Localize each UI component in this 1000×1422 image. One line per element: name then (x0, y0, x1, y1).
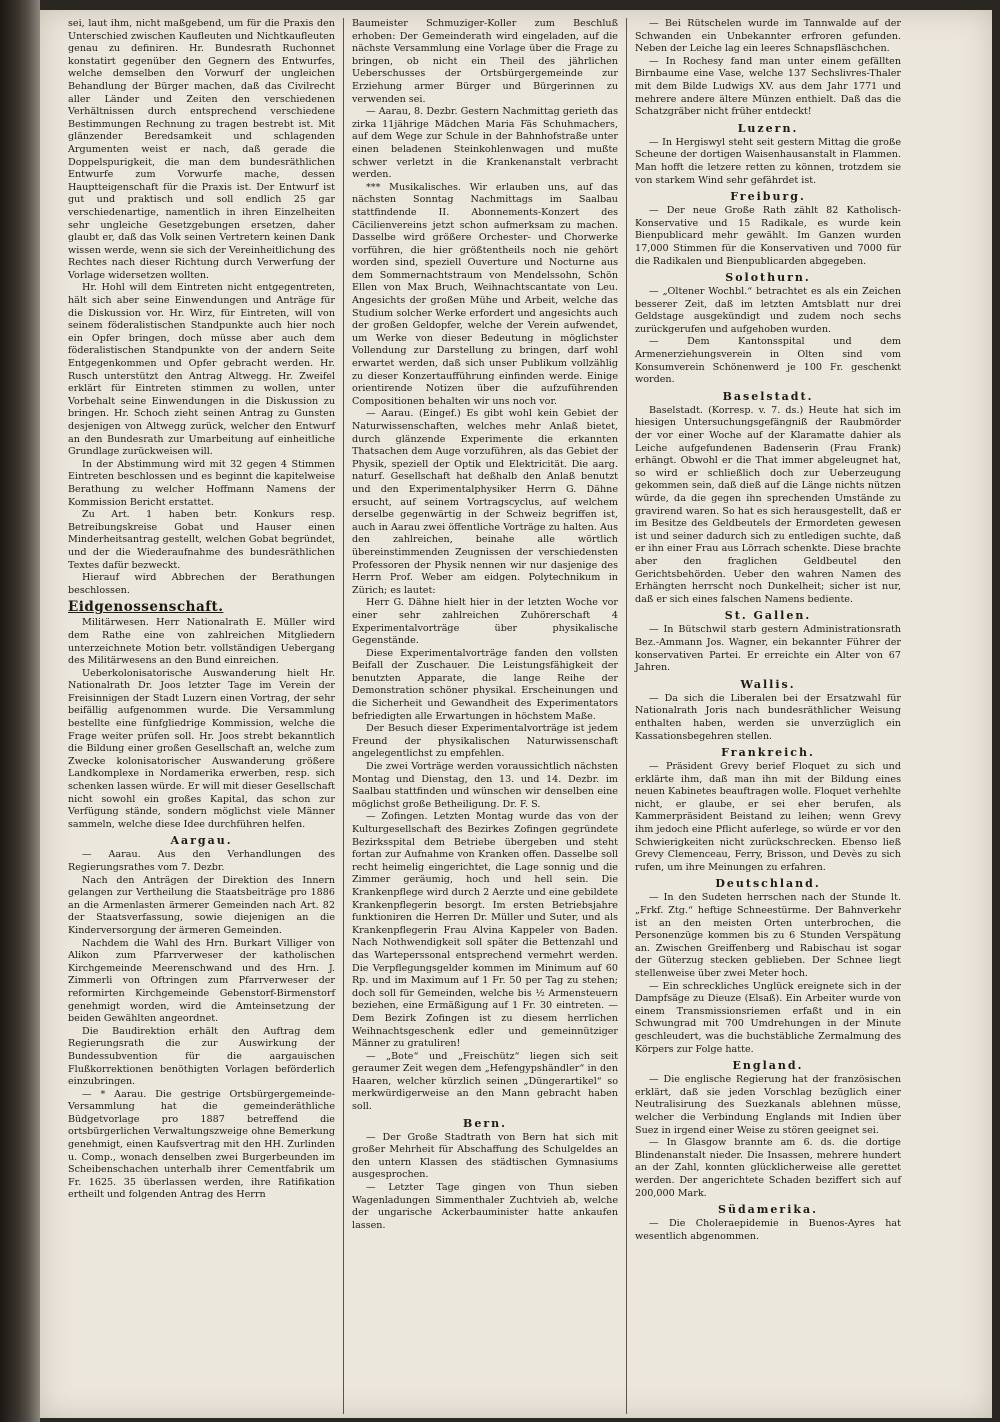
article-paragraph: — Der neue Große Rath zählt 82 Katholisch-Konservative und 15 Radikale, es wurde kein Bienpublicard mehr gewählt. Im Ganzen wurden 17,000 Stimmen für die Konservativen und 7000 für die Radikalen und Bienpublicarden abgegeben. (635, 205, 901, 267)
article-paragraph: — In Bütschwil starb gestern Administrationsrath Bez.-Ammann Jos. Wagner, ein bekannter Führer der konservativen Partei. Er erreichte ein Alter von 67 Jahren. (635, 624, 901, 674)
text-columns (60, 18, 980, 1414)
article-paragraph: Die zwei Vorträge werden voraussichtlich nächsten Montag und Dienstag, den 13. und 14. Dezbr. im Saalbau stattfinden und wünschen wir denselben eine möglichst große Betheiligung. Dr. F. S. (352, 761, 618, 810)
region-heading: Aargau. (170, 834, 233, 848)
article-paragraph: Zu Art. 1 haben betr. Konkurs resp. Betreibungskreise Gobat und Hauser einen Minderheitsantrag gestellt, welchen Gobat begründet, und der die Wiederaufnahme des bundesräthlichen Textes dafür bezweckt. (68, 509, 335, 571)
book-spine (0, 0, 40, 1422)
region-heading: Frankreich. (721, 746, 815, 760)
article-paragraph: — Da sich die Liberalen bei der Ersatzwahl für Nationalrath Joris nach bundesräthlicher Weisung enthalten haben, werden sie unverzüglich ein Kassationsbegehren stellen. (635, 692, 901, 742)
article-paragraph: Nachdem die Wahl des Hrn. Burkart Villiger von Alikon zum Pfarrverweser der katholischen Kirchgemeinde Meerenschwand und des Hrn. J. Zimmerli von Oftringen zum Pfarrverweser der reformirten Kirchgemeinde Gebenstorf-Birmenstorf genehmigt worden, wird die Amteinsetzung der beiden Gewählten angeordnet. (68, 937, 335, 1025)
article-paragraph: — In Rochesy fand man unter einem gefällten Birnbaume eine Vase, welche 137 Sechslivres-Thaler mit dem Bilde Ludwigs XV. aus dem Jahr 1771 und mehrere andere ältere Münzen enthielt. Daß das die Schatzgräber nicht früher entdeckt! (635, 55, 901, 118)
region-heading: Südamerika. (718, 1203, 818, 1217)
region-heading: Bern. (463, 1116, 507, 1130)
article-paragraph: — „Oltener Wochbl.“ betrachtet es als ein Zeichen besserer Zeit, daß im letzten Amtsblatt nur drei Geldstage ausgekündigt und zudem noch sechs zurückgerufen und aufgehoben wurden. (635, 286, 901, 335)
article-paragraph: — Präsident Grevy berief Floquet zu sich und erklärte ihm, daß man ihn mit der Bildung eines neuen Kabinetes beauftragen wolle. Floquet verhehlte nicht, er glaube, er sei eher berufen, als Kammerpräsident Beistand zu leihen; wenn Grevy ihm jedoch eine Pflicht auferlege, so würde er vor den Schwierigkeiten nicht zurückschrecken. Ebenso ließ Grevy Clemenceau, Ferry, Brisson, und Devès zu sich rufen, um ihre Meinungen zu erfahren. (635, 761, 901, 873)
article-paragraph: — In den Sudeten herrschen nach der Stunde lt. „Frkf. Ztg.“ heftige Schneestürme. Der Bahnverkehr ist an den meisten Orten unterbrochen, die Personenzüge kommen bis zu 6 Stunden Verspätung an. Zwischen Greiffenberg und Rabischau ist sogar der Güterzug stecken geblieben. Der Schnee liegt stellenweise über zwei Meter hoch. (635, 892, 901, 979)
article-paragraph: Nach den Anträgen der Direktion des Innern gelangen zur Vertheilung die Staatsbeiträge pro 1886 an die Armenlasten ärmerer Gemeinden nach Art. 82 der Staatsverfassung, sowie diejenigen an die Kinderversorgung der ärmeren Gemeinden. (68, 874, 335, 936)
article-paragraph: Baumeister Schmuziger-Koller zum Beschluß erhoben: Der Gemeinderath wird eingeladen, auf die nächste Versammlung eine Vorlage über die Frage zu bringen, ob nicht ein Theil des jährlichen Ueberschusses der Ortsbürgergemeinde zur Erziehung armer Bürger und Bürgerinnen zu verwenden sei. (352, 18, 618, 105)
article-paragraph: — Dem Kantonsspital und dem Armenerziehungsverein in Olten sind vom Konsumverein Schönenwerd je 100 Fr. geschenkt worden. (635, 336, 901, 386)
column-middle (343, 18, 626, 1414)
article-paragraph: Baselstadt. (Korresp. v. 7. ds.) Heute hat sich im hiesigen Untersuchungsgefängniß der Raubmörder der vor einer Woche auf der Klaramatte dahier als Leiche aufgefundenen Badenserin (Frau Frank) erhängt. Obwohl er die That immer abgeleugnet hat, so wird er schließlich doch zur Ueberzeugung gekommen sein, daß dieß auf die Länge nichts nützen würde, da die gegen ihn sprechenden Umstände zu gravirend waren. So hat es sich herausgestellt, daß er im Besitze des Geldbeutels der Ermordeten gewesen ist und seiner dadurch sich zu entledigen suchte, daß er ihn einer Frau aus Lörrach schenkte. Diese brachte aber den fraglichen Geldbeutel den Gerichtsbehörden. Ueber den wahren Namen des Erhängten herrscht noch Dunkelheit; sicher ist nur, daß er sich eines falschen Namens bediente. (635, 404, 901, 605)
article-paragraph: Diese Experimentalvorträge fanden den vollsten Beifall der Zuschauer. Die Leistungsfähigkeit der benutzten Apparate, die lange Reihe der Demonstration schöner physikal. Erscheinungen und die Sicherheit und Gewandheit des Experimentators befriedigten alle Erwartungen in höchstem Maße. (352, 647, 618, 722)
article-paragraph: — * Aarau. Die gestrige Ortsbürgergemeinde-Versammlung hat die gemeinderäthliche Büdgetvorlage pro 1887 betreffend die ortsbürgerlichen Verwaltungszweige ohne Bemerkung genehmigt, einen Kaufsvertrag mit den HH. Zurlinden u. Comp., wonach denselben zwei Burgerbeunden im Scheibenschachen unterhalb ihrer Cementfabrik um Fr. 1625. 35 überlassen werden, ihre Ratifikation ertheilt und folgenden Antrag des Herrn (68, 1088, 335, 1201)
article-paragraph: — „Bote“ und „Freischütz“ liegen sich seit geraumer Zeit wegen dem „Hefengypshändler“ in den Haaren, welcher kürzlich seinen „Düngerartikel“ so merkwürdigerweise an den Mann gebracht haben soll. (352, 1050, 618, 1113)
article-paragraph: — In Hergiswyl steht seit gestern Mittag die große Scheune der dortigen Waisenhausanstalt in Flammen. Man hofft die letzere retten zu können, trotzdem sie von starkem Wind sehr gefährdet ist. (635, 136, 901, 186)
article-paragraph: Herr G. Dähne hielt hier in der letzten Woche vor einer sehr zahlreichen Zuhörerschaft 4 Experimentalvorträge über physikalische Gegenstände. (352, 597, 618, 647)
article-paragraph: Hr. Hohl will dem Eintreten nicht entgegentreten, hält sich aber seine Einwendungen und Anträge für die Diskussion vor. Hr. Wirz, für Eintreten, will von seinem föderalistischen Standpunkte auch hier noch ein Opfer bringen, doch müsse aber auch dem föderalistischen Standpunkte von der andern Seite Entgegenkommen und Opfer gebracht werden. Hr. Rusch unterstützt den Antrag Altwegg. Hr. Zweifel erklärt für Eintreten stimmen zu wollen, unter Vorbehalt seine Einwendungen in die Diskussion zu bringen. Hr. Schoch zieht seinen Antrag zu Gunsten desjenigen von Altwegg zurück, welcher den Entwurf an den Bundesrath zur Umarbeitung auf einheitliche Grundlage zurückweisen will. (68, 282, 335, 458)
article-paragraph: — Aarau, 8. Dezbr. Gestern Nachmittag gerieth das zirka 11jährige Mädchen Maria Fäs Schuhmachers, auf dem Wege zur Schule in der Bahnhofstraße unter einen beladenen Steinkohlenwagen und mußte schwer verletzt in die Krankenanstalt verbracht werden. (352, 106, 618, 181)
article-paragraph: — Bei Rütschelen wurde im Tannwalde auf der Schwanden ein Unbekannter erfroren gefunden. Neben der Leiche lag ein leeres Schnapsfläschchen. (635, 18, 901, 55)
article-paragraph: *** Musikalisches. Wir erlauben uns, auf das nächsten Sonntag Nachmittags im Saalbau stattfindende II. Abonnements-Konzert des Cäcilienvereins jetzt schon aufmerksam zu machen. Dasselbe wird größere Orchester- und Chorwerke vorführen, die hier größtentheils noch nie gehört worden sind, speziell Ouverture und Nocturne aus dem Sommernachtstraum von Mendelssohn, Schön Ellen von Max Bruch, Weihnachtscantate von Leu. Angesichts der großen Mühe und Arbeit, welche das Studium solcher Werke erfordert und angesichts auch der großen Geldopfer, welche der Verein aufwendet, um Werke von dieser Bedeutung in möglichster Vollendung zur Darstellung zu bringen, darf wohl erwartet werden, daß sich unser Publikum vollzählig zu dieser Konzertaufführung einfinden werde. Einige orientirende Notizen über die aufzuführenden Compositionen behalten wir uns noch vor. (352, 181, 618, 407)
article-paragraph: Militärwesen. Herr Nationalrath E. Müller wird dem Rathe eine von zahlreichen Mitgliedern unterzeichnete Motion betr. vollständigen Uebergang des Militärwesens an den Bund einreichen. (68, 617, 335, 667)
region-heading: Wallis. (740, 677, 796, 691)
article-paragraph: — Aarau. (Eingef.) Es gibt wohl kein Gebiet der Naturwissenschaften, welches mehr Anlaß bietet, durch glänzende Experimente die erkannten Thatsachen dem Auge vorzuführen, als das Gebiet der Physik, speziell der Optik und Elektricität. Die aarg. naturf. Gesellschaft hat deßhalb den Anlaß benutzt und den Experimentalphysiker Herrn G. Dähne ersucht, auf seinem Vortragscyclus, auf welchem derselbe gegenwärtig in der Schweiz begriffen ist, auch in Aarau zwei öffentliche Vorträge zu halten. Aus den zahlreichen, beinahe alle wörtlich übereinstimmenden Zeugnissen der verschiedensten Professoren der Physik nennen wir nur dasjenige des Herrn Prof. Weber am eidgen. Polytechnikum in Zürich; es lautet: (352, 408, 618, 596)
article-paragraph: — Aarau. Aus den Verhandlungen des Regierungsrathes vom 7. Dezbr. (68, 849, 335, 873)
region-heading: England. (732, 1059, 804, 1073)
article-paragraph: — Die Choleraepidemie in Buenos-Ayres hat wesentlich abgenommen. (635, 1218, 901, 1242)
article-paragraph: — Ein schreckliches Unglück ereignete sich in der Dampfsäge zu Dieuze (Elsaß). Ein Arbeiter wurde von einem Transmissionsriemen erfaßt und in ein Schwungrad mit 700 Umdrehungen in der Minute geschleudert, was die buchstäbliche Zermalmung des Körpers zur Folge hatte. (635, 980, 901, 1055)
column-left (60, 18, 343, 1414)
article-paragraph: Hierauf wird Abbrechen der Berathungen beschlossen. (68, 572, 335, 596)
region-heading: Luzern. (737, 121, 799, 135)
region-heading: Deutschland. (715, 877, 821, 891)
article-paragraph: sei, laut ihm, nicht maßgebend, um für die Praxis den Unterschied zwischen Kaufleuten und Nichtkaufleuten genau zu definiren. Hr. Bundesrath Ruchonnet konstatirt gegenüber den Gegnern des Entwurfes, welche demselben den Vorwurf der ungleichen Behandlung der Bürger machen, daß das Civilrecht aller Länder und Zeiten den verschiedenen Verhältnissen durch entsprechend verschiedene Bestimmungen Rechnung zu tragen bestrebt ist. Mit glänzender Beredsamkeit und schlagenden Argumenten weist er nach, daß gerade die Doppelspurigkeit, die man dem bundesräthlichen Entwurfe zum Vorwurfe mache, dessen Hauptteigenschaft für die Praxis ist. Der Entwurf ist gut und praktisch und soll endlich 25 gar verschiedenartige, namentlich in ihren Einzelheiten sehr ungleiche Gesetzgebungen ersetzen, daher glaubt er, daß das Volk seinen Vertretern keinen Dank wissen werde, wenn sie sich der Vereinheitlichung des Rechtes nach dieser Richtung durch Verwerfung der Vorlage widersetzen wollten. (68, 18, 335, 281)
region-heading: Freiburg. (730, 190, 806, 204)
section-heading: Eidgenossenschaft. (68, 599, 224, 616)
article-paragraph: Ueberkolonisatorische Auswanderung hielt Hr. Nationalrath Dr. Joos letzter Tage im Verein der Freisinnigen der Stadt Luzern einen Vortrag, der sehr beifällig aufgenommen wurde. Die Versammlung bestellte eine fünfgliedrige Kommission, welche die Frage weiter prüfen soll. Hr. Joos strebt bekanntlich die Bildung einer großen Gesellschaft an, welche zum Zwecke kolonisatorischer Auswanderung größere Landkomplexe in Nordamerika erwerben, resp. sich schenken lassen würde. Er will mit dieser Gesellschaft nicht sowohl ein großes Kapital, das schon zur Verfügung stände, sondern möglichst viele Männer sammeln, welche diese Idee durchführen helfen. (68, 667, 335, 830)
article-paragraph: — Zofingen. Letzten Montag wurde das von der Kulturgesellschaft des Bezirkes Zofingen gegründete Bezirksspital dem Betriebe übergeben und steht fortan zur Aufnahme von Kranken offen. Dasselbe soll recht heimelig eingerichtet, die Lage sonnig und die Zimmer geräumig, hoch und hell sein. Die Krankenpflege wird durch 2 Aerzte und eine gebildete Krankenpflegerin besorgt. Im ersten Betriebsjahre funktioniren die Herren Dr. Müller und Suter, und als Krankenpflegerin Frau Alvina Kappeler von Baden. Nach Nothwendigkeit soll später die Bettenzahl und das Warteperssonal entsprechend vermehrt werden. Die Verpflegungsgelder kommen im Minimum auf 60 Rp. und im Maximum auf 1 Fr. 50 per Tag zu stehen; doch soll für Gemeinden, welche bis ½ Armensteuern beziehen, eine Ermäßigung auf 1 Fr. 30 eintreten. — Dem Bezirk Zofingen ist zu diesem herrlichen Weihnachtsgeschenk edler und gemeinnütziger Männer zu gratuliren! (352, 811, 618, 1050)
article-paragraph: — Die englische Regierung hat der französischen erklärt, daß sie jeden Vorschlag bezüglich einer Neutralisirung des Suezkanals ablehnen müsse, welcher die Verbindung Englands mit Indien über Suez in irgend einer Weise zu stören geeignet sei. (635, 1074, 901, 1136)
region-heading: Baselstadt. (722, 389, 814, 403)
article-paragraph: — In Glasgow brannte am 6. ds. die dortige Blindenanstalt nieder. Die Insassen, mehrere hundert an der Zahl, konnten glücklicherweise alle gerettet werden. Der angerichtete Schaden beziffert sich auf 200,000 Mark. (635, 1137, 901, 1199)
region-heading: Solothurn. (725, 271, 811, 285)
column-right (626, 18, 909, 1414)
article-paragraph: Die Baudirektion erhält den Auftrag dem Regierungsrath die zur Auswirkung der Bundessubvention für die aargauischen Flußkorrektionen benöthigten Vorlagen beförderlich einzubringen. (68, 1025, 335, 1088)
region-heading: St. Gallen. (724, 609, 812, 623)
article-paragraph: — Letzter Tage gingen von Thun sieben Wagenladungen Simmenthaler Zuchtvieh ab, welche der ungarische Ackerbauminister hatte ankaufen lassen. (352, 1182, 618, 1231)
article-paragraph: In der Abstimmung wird mit 32 gegen 4 Stimmen Eintreten beschlossen und es beginnt die kapitelweise Berathung zu welcher Hoffmann Namens der Kommission Bericht erstattet. (68, 458, 335, 508)
article-paragraph: — Der Große Stadtrath von Bern hat sich mit großer Mehrheit für Abschaffung des Schulgeldes an den untern Klassen des städtischen Gymnasiums ausgesprochen. (352, 1131, 618, 1181)
article-paragraph: Der Besuch dieser Experimentalvorträge ist jedem Freund der physikalischen Naturwissenschaft angelegentlichst zu empfehlen. (352, 723, 618, 760)
